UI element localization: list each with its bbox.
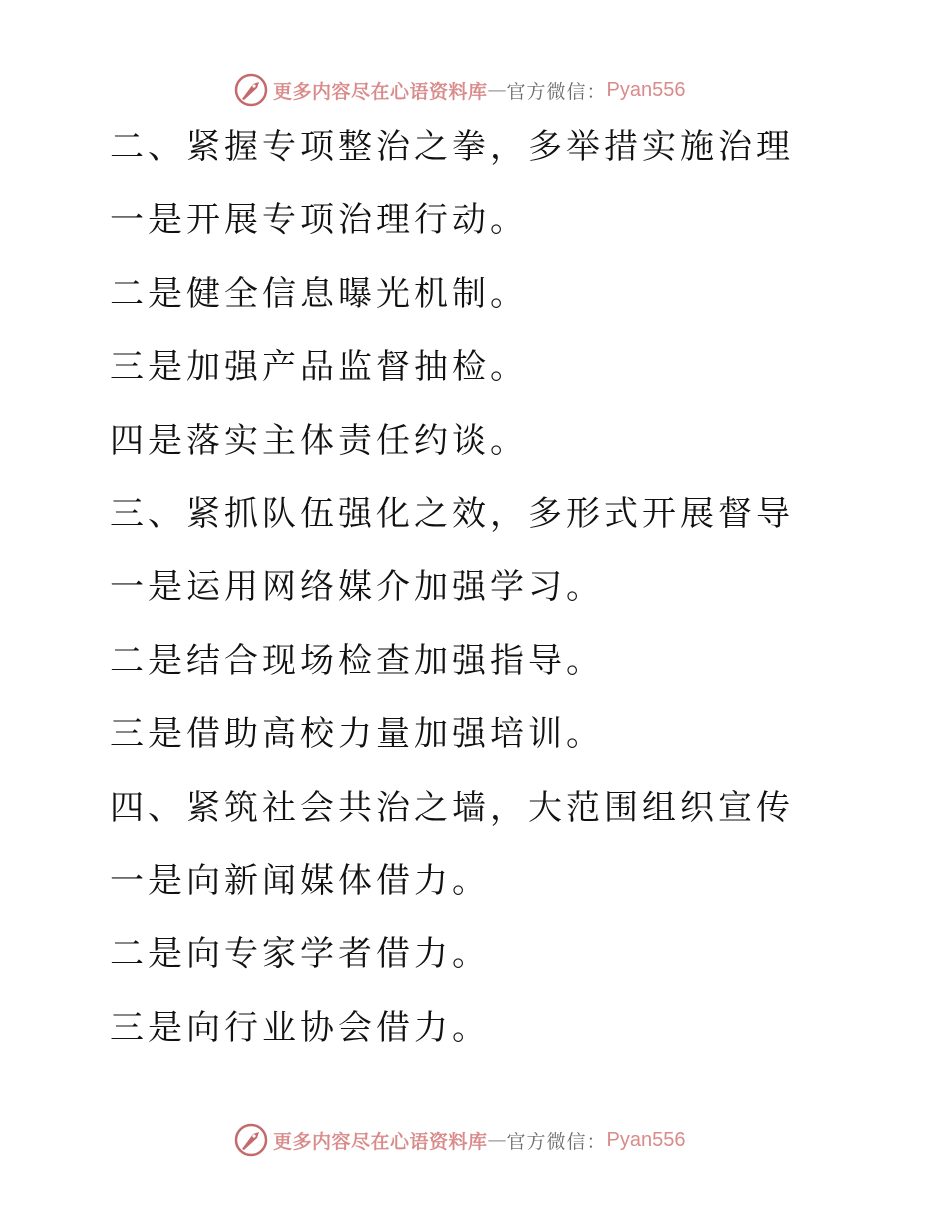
pen-nib-logo-icon (233, 72, 269, 108)
list-item: 二是结合现场检查加强指导。 (110, 640, 604, 681)
watermark-text: 更多内容尽在心语资料库 (273, 1130, 488, 1153)
list-item: 四是落实主体责任约谈。 (110, 420, 528, 461)
list-item: 一是向新闻媒体借力。 (110, 860, 490, 901)
watermark-wechat-label: 官方微信： (506, 80, 607, 103)
header-watermark (233, 70, 713, 110)
list-item: 一是开展专项治理行动。 (110, 200, 528, 241)
watermark-wechat-id: Pyan556 (606, 78, 686, 101)
watermark-wechat-id: Pyan556 (606, 1128, 686, 1151)
section-heading-4: 四、紧筑社会共治之墙，大范围组织宣传 (110, 787, 794, 828)
footer-watermark (233, 1120, 713, 1160)
document-body (110, 118, 890, 1072)
list-item: 二是向专家学者借力。 (110, 934, 490, 975)
watermark-separator: — (487, 1129, 507, 1151)
pen-nib-logo-icon (233, 1122, 269, 1158)
section-heading-3: 三、紧抓队伍强化之效，多形式开展督导 (110, 493, 794, 534)
list-item: 三是借助高校力量加强培训。 (110, 714, 604, 755)
list-item: 三是加强产品监督抽检。 (110, 347, 528, 388)
watermark-wechat-label: 官方微信： (506, 1130, 607, 1153)
watermark-separator: — (487, 79, 507, 101)
list-item: 三是向行业协会借力。 (110, 1007, 490, 1048)
watermark-text: 更多内容尽在心语资料库 (273, 80, 488, 103)
list-item: 二是健全信息曝光机制。 (110, 273, 528, 314)
list-item: 一是运用网络媒介加强学习。 (110, 567, 604, 608)
section-heading-2: 二、紧握专项整治之拳，多举措实施治理 (110, 127, 794, 167)
